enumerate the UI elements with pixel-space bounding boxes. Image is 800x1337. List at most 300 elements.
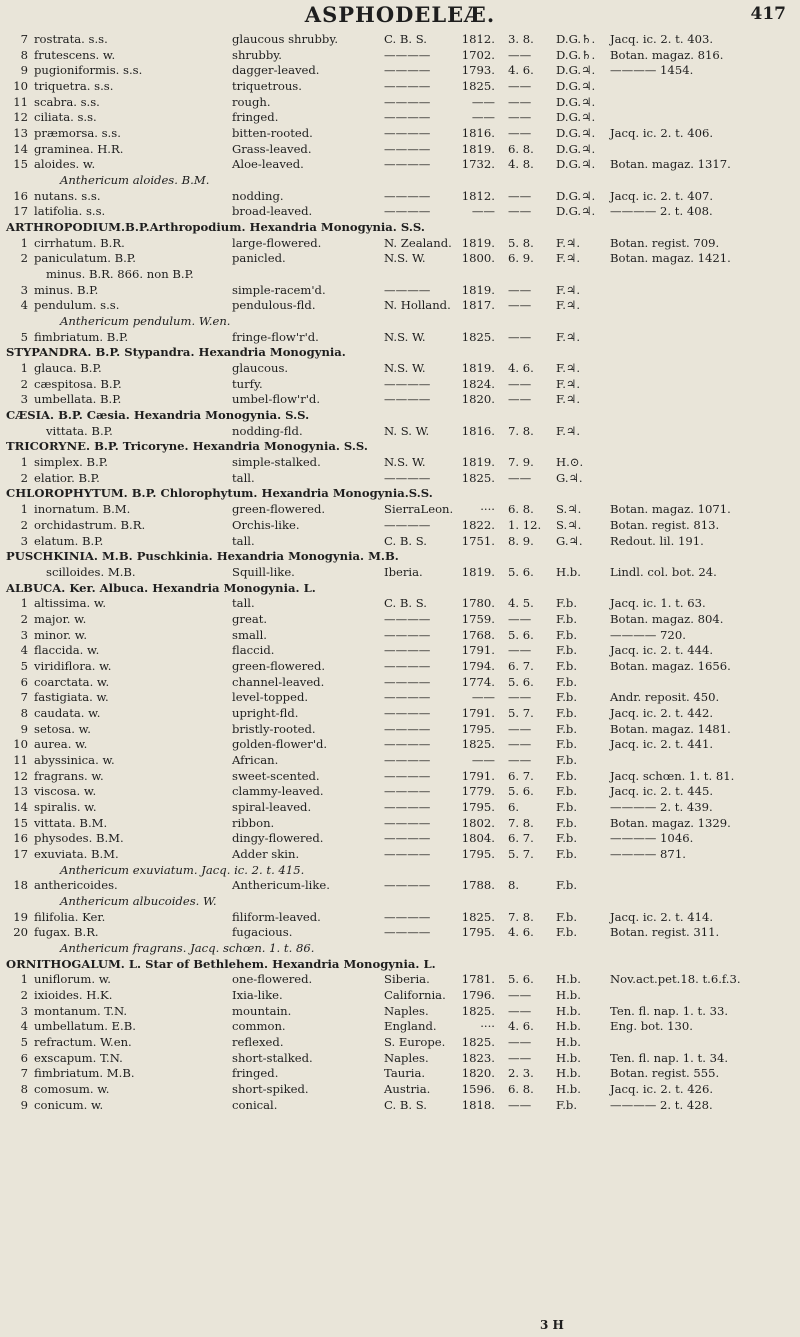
- common-name: Grass-leaved.: [232, 141, 312, 156]
- reference: Botan. magaz. 1481.: [610, 721, 731, 736]
- year-introduced: 1732.: [461, 157, 495, 172]
- common-name: common.: [232, 1019, 286, 1034]
- year-introduced: ——: [471, 752, 495, 767]
- culture-code: F.b.: [556, 831, 578, 846]
- common-name: tall.: [232, 596, 255, 611]
- culture-code: F.b.: [556, 846, 578, 861]
- species-name: montanum. T.N.: [34, 1003, 128, 1018]
- table-row: [0, 283, 800, 299]
- flowering-months: 5. 6.: [508, 674, 534, 689]
- common-name: dingy-flowered.: [232, 831, 324, 846]
- culture-code: D.G.♃.: [556, 188, 596, 203]
- flowering-months: ——: [508, 126, 532, 141]
- native-place: ————: [384, 784, 431, 799]
- native-place: ————: [384, 674, 431, 689]
- genus-heading: [0, 439, 800, 455]
- native-place: ————: [384, 204, 431, 219]
- table-row: [0, 377, 800, 393]
- year-introduced: 1759.: [461, 611, 495, 626]
- species-name: glauca. B.P.: [34, 361, 102, 376]
- native-place: N.S. W.: [384, 455, 426, 470]
- reference: Botan. magaz. 1656.: [610, 658, 731, 673]
- year-introduced: 1812.: [461, 32, 495, 46]
- flowering-months: 2. 3.: [508, 1066, 534, 1081]
- common-name: reflexed.: [232, 1035, 284, 1049]
- culture-code: F.b.: [556, 1097, 578, 1112]
- genus-heading: [0, 408, 800, 424]
- table-row: [0, 769, 800, 785]
- common-name: short-spiked.: [232, 1082, 309, 1097]
- synonym-line: [0, 314, 800, 330]
- genus-heading: [0, 549, 800, 565]
- native-place: Austria.: [384, 1082, 431, 1097]
- species-name: major. w.: [34, 611, 87, 626]
- species-name: frutescens. w.: [34, 47, 116, 62]
- entry-number: 3: [20, 392, 28, 407]
- species-name: abyssinica. w.: [34, 752, 115, 767]
- flowering-months: ——: [508, 47, 532, 62]
- common-name: spiral-leaved.: [232, 799, 312, 814]
- flowering-months: 5. 7.: [508, 705, 534, 720]
- table-row: [0, 126, 800, 142]
- entry-number: 5: [20, 329, 28, 344]
- entry-number: 2: [20, 611, 28, 626]
- species-name: fimbriatum. M.B.: [34, 1066, 135, 1081]
- culture-code: H.b.: [556, 1082, 581, 1097]
- common-name: short-stalked.: [232, 1050, 313, 1065]
- entry-number: 16: [13, 188, 28, 203]
- culture-code: D.G.♃.: [556, 204, 596, 219]
- reference: Botan. magaz. 1421.: [610, 251, 731, 266]
- flowering-months: 6. 7.: [508, 658, 534, 673]
- native-place: C. B. S.: [384, 596, 427, 611]
- table-row: [0, 32, 800, 48]
- entry-number: 4: [20, 298, 28, 313]
- table-row: [0, 690, 800, 706]
- species-name: scilloides. M.B.: [46, 564, 136, 579]
- table-row: [0, 502, 800, 518]
- species-name: minus. B.R. 866. non B.P.: [46, 267, 194, 282]
- table-row: [0, 910, 800, 926]
- native-place: ————: [384, 141, 431, 156]
- table-row: [0, 204, 800, 220]
- entry-number: 1: [20, 972, 28, 987]
- year-introduced: 1812.: [461, 188, 495, 203]
- entry-number: 13: [13, 784, 28, 799]
- flowering-months: 6. 8.: [508, 141, 534, 156]
- culture-code: H.b.: [556, 1019, 581, 1034]
- reference: Jacq. schœn. 1. t. 81.: [610, 768, 735, 783]
- flowering-months: ——: [508, 110, 532, 125]
- table-row: [0, 298, 800, 314]
- reference: ———— 720.: [610, 627, 686, 642]
- flowering-months: ——: [508, 1050, 532, 1065]
- native-place: ————: [384, 470, 431, 485]
- culture-code: F.♃.: [556, 423, 581, 438]
- species-name: STYPANDRA. B.P. Stypandra. Hexandria Monogynia.: [6, 345, 346, 360]
- native-place: ————: [384, 878, 431, 893]
- year-introduced: ——: [471, 204, 495, 219]
- culture-code: F.b.: [556, 611, 578, 626]
- species-name: pendulum. s.s.: [34, 298, 120, 313]
- culture-code: F.b.: [556, 784, 578, 799]
- common-name: bitten-rooted.: [232, 126, 313, 141]
- common-name: channel-leaved.: [232, 674, 325, 689]
- flowering-months: 6.: [508, 799, 520, 814]
- entry-number: 12: [13, 110, 28, 125]
- native-place: ————: [384, 643, 431, 658]
- reference: Jacq. ic. 2. t. 414.: [610, 909, 714, 924]
- synonym-line: [0, 173, 800, 189]
- culture-code: D.G.♄.: [556, 47, 596, 62]
- common-name: shrubby.: [232, 47, 282, 62]
- native-place: N. S. W.: [384, 423, 430, 438]
- species-name: vittata. B.M.: [34, 815, 108, 830]
- common-name: panicled.: [232, 251, 286, 266]
- common-name: ribbon.: [232, 815, 275, 830]
- table-row: [0, 142, 800, 158]
- year-introduced: 1780.: [461, 596, 495, 611]
- native-place: ————: [384, 611, 431, 626]
- native-place: Naples.: [384, 1003, 429, 1018]
- species-name: graminea. H.R.: [34, 141, 124, 156]
- table-row: [0, 784, 800, 800]
- common-name: triquetrous.: [232, 79, 302, 94]
- flowering-months: ——: [508, 1035, 532, 1049]
- common-name: mountain.: [232, 1003, 292, 1018]
- culture-code: F.b.: [556, 705, 578, 720]
- native-place: Iberia.: [384, 564, 423, 579]
- species-name: paniculatum. B.P.: [34, 251, 136, 266]
- native-place: SierraLeon.: [384, 502, 454, 517]
- flowering-months: 4. 6.: [508, 925, 534, 940]
- native-place: ————: [384, 690, 431, 705]
- flowering-months: 4. 8.: [508, 157, 534, 172]
- reference: Jacq. ic. 2. t. 441.: [610, 737, 714, 752]
- native-place: ————: [384, 721, 431, 736]
- entry-number: 5: [20, 1035, 28, 1049]
- species-name: fugax. B.R.: [34, 925, 99, 940]
- year-introduced: 1779.: [461, 784, 495, 799]
- reference: Jacq. ic. 2. t. 445.: [610, 784, 714, 799]
- reference: Andr. reposit. 450.: [610, 690, 720, 705]
- common-name: umbel-flow'r'd.: [232, 392, 321, 407]
- native-place: ————: [384, 925, 431, 940]
- species-name: altissima. w.: [34, 596, 107, 611]
- year-introduced: 1825.: [461, 737, 495, 752]
- native-place: N.S. W.: [384, 329, 426, 344]
- table-row: [0, 95, 800, 111]
- flowering-months: 6. 7.: [508, 831, 534, 846]
- year-introduced: 1793.: [461, 63, 495, 78]
- year-introduced: 1795.: [461, 925, 495, 940]
- common-name: fugacious.: [232, 925, 293, 940]
- synonym-line: [0, 941, 800, 957]
- species-name: ORNITHOGALUM. L. Star of Bethlehem. Hexandria Monogynia. L.: [6, 956, 436, 971]
- culture-code: H.b.: [556, 972, 581, 987]
- native-place: ————: [384, 110, 431, 125]
- common-name: dagger-leaved.: [232, 63, 320, 78]
- species-name: Anthericum pendulum. W.en.: [60, 314, 231, 329]
- table-row: [0, 1082, 800, 1098]
- flowering-months: 5. 6.: [508, 784, 534, 799]
- culture-code: F.♃.: [556, 376, 581, 391]
- year-introduced: 1819.: [461, 141, 495, 156]
- species-name: aurea. w.: [34, 737, 88, 752]
- year-introduced: 1817.: [461, 298, 495, 313]
- native-place: ————: [384, 815, 431, 830]
- synonym-line: [0, 894, 800, 910]
- year-introduced: 1819.: [461, 455, 495, 470]
- flowering-months: ——: [508, 643, 532, 658]
- reference: Botan. magaz. 1329.: [610, 815, 731, 830]
- flowering-months: ——: [508, 987, 532, 1002]
- native-place: ————: [384, 799, 431, 814]
- year-introduced: 1825.: [461, 79, 495, 94]
- reference: ———— 2. t. 428.: [610, 1097, 713, 1112]
- species-name: Anthericum exuviatum. Jacq. ic. 2. t. 415.: [60, 862, 305, 877]
- native-place: ————: [384, 376, 431, 391]
- culture-code: D.G.♃.: [556, 94, 596, 109]
- entry-number: 9: [20, 1097, 28, 1112]
- common-name: simple-stalked.: [232, 455, 321, 470]
- entry-number: 12: [13, 768, 28, 783]
- table-row: [0, 753, 800, 769]
- flowering-months: ——: [508, 690, 532, 705]
- reference: Nov.act.pet.18. t.6.f.3.: [610, 972, 741, 987]
- entry-number: 8: [20, 705, 28, 720]
- table-row: [0, 1098, 800, 1114]
- entry-number: 8: [20, 47, 28, 62]
- genus-heading: [0, 345, 800, 361]
- common-name: fringe-flow'r'd.: [232, 329, 319, 344]
- table-row: [0, 1051, 800, 1067]
- entry-number: 15: [13, 157, 28, 172]
- table-row: [0, 471, 800, 487]
- year-introduced: 1794.: [461, 658, 495, 673]
- culture-code: F.♃.: [556, 282, 581, 297]
- year-introduced: 1788.: [461, 878, 495, 893]
- year-introduced: 1819.: [461, 235, 495, 250]
- species-name: inornatum. B.M.: [34, 502, 131, 517]
- table-row: [0, 330, 800, 346]
- native-place: ————: [384, 737, 431, 752]
- entry-number: 4: [20, 1019, 28, 1034]
- species-name: nutans. s.s.: [34, 188, 101, 203]
- synonym-line: [0, 863, 800, 879]
- year-introduced: 1702.: [461, 47, 495, 62]
- reference: Botan. regist. 709.: [610, 235, 720, 250]
- culture-code: F.♃.: [556, 235, 581, 250]
- species-name: umbellatum. E.B.: [34, 1019, 136, 1034]
- native-place: N. Holland.: [384, 298, 451, 313]
- flowering-months: 7. 8.: [508, 909, 534, 924]
- common-name: clammy-leaved.: [232, 784, 324, 799]
- entry-number: 14: [13, 799, 28, 814]
- entry-number: 19: [13, 909, 28, 924]
- native-place: ————: [384, 831, 431, 846]
- native-place: ————: [384, 126, 431, 141]
- flowering-months: 5. 8.: [508, 235, 534, 250]
- table-row: [0, 925, 800, 941]
- reference: Jacq. ic. 2. t. 442.: [610, 705, 714, 720]
- common-name: sweet-scented.: [232, 768, 320, 783]
- species-name: minus. B.P.: [34, 282, 99, 297]
- native-place: N.S. W.: [384, 361, 426, 376]
- year-introduced: 1774.: [461, 674, 495, 689]
- flowering-months: 7. 9.: [508, 455, 534, 470]
- signature-mark: 3 H: [540, 1318, 564, 1332]
- flowering-months: ——: [508, 282, 532, 297]
- table-row: [0, 1035, 800, 1051]
- species-name: elatum. B.P.: [34, 533, 104, 548]
- entry-number: 15: [13, 815, 28, 830]
- year-introduced: 1791.: [461, 705, 495, 720]
- common-name: upright-fld.: [232, 705, 299, 720]
- common-name: bristly-rooted.: [232, 721, 316, 736]
- table-row: [0, 1019, 800, 1035]
- reference: Botan. magaz. 816.: [610, 47, 724, 62]
- culture-code: D.G.♃.: [556, 126, 596, 141]
- table-row: [0, 534, 800, 550]
- native-place: ————: [384, 157, 431, 172]
- flowering-months: 6. 9.: [508, 251, 534, 266]
- native-place: ————: [384, 705, 431, 720]
- year-introduced: ····: [480, 1019, 495, 1034]
- flowering-months: ——: [508, 79, 532, 94]
- entry-number: 5: [20, 658, 28, 673]
- flowering-months: 4. 6.: [508, 1019, 534, 1034]
- species-name: aloides. w.: [34, 157, 96, 172]
- species-name: orchidastrum. B.R.: [34, 517, 146, 532]
- species-name: vittata. B.P.: [46, 423, 113, 438]
- culture-code: F.b.: [556, 768, 578, 783]
- native-place: S. Europe.: [384, 1035, 446, 1049]
- common-name: glaucous.: [232, 361, 289, 376]
- reference: Botan. magaz. 804.: [610, 611, 724, 626]
- species-name: CHLOROPHYTUM. B.P. Chlorophytum. Hexandria Monogynia.S.S.: [6, 486, 433, 501]
- culture-code: F.b.: [556, 878, 578, 893]
- entry-number: 1: [20, 235, 28, 250]
- common-name: turfy.: [232, 376, 263, 391]
- common-name: filiform-leaved.: [232, 909, 321, 924]
- table-row: [0, 518, 800, 534]
- native-place: ————: [384, 752, 431, 767]
- common-name: small.: [232, 627, 267, 642]
- species-name: scabra. s.s.: [34, 94, 100, 109]
- species-name: flaccida. w.: [34, 643, 100, 658]
- reference: Jacq. ic. 2. t. 403.: [610, 32, 714, 46]
- culture-code: H.b.: [556, 1050, 581, 1065]
- species-name: spiralis. w.: [34, 799, 97, 814]
- species-name: refractum. W.en.: [34, 1035, 132, 1049]
- native-place: N. Zealand.: [384, 235, 452, 250]
- year-introduced: ——: [471, 690, 495, 705]
- reference: Jacq. ic. 2. t. 444.: [610, 643, 714, 658]
- culture-code: F.b.: [556, 627, 578, 642]
- native-place: Naples.: [384, 1050, 429, 1065]
- culture-code: F.b.: [556, 721, 578, 736]
- flowering-months: ——: [508, 721, 532, 736]
- flowering-months: 4. 5.: [508, 596, 534, 611]
- culture-code: S.♃.: [556, 517, 582, 532]
- entry-number: 16: [13, 831, 28, 846]
- entry-number: 13: [13, 126, 28, 141]
- year-introduced: ——: [471, 110, 495, 125]
- year-introduced: 1825.: [461, 909, 495, 924]
- table-row: [0, 48, 800, 64]
- reference: Botan. regist. 813.: [610, 517, 720, 532]
- culture-code: H.b.: [556, 1035, 581, 1049]
- culture-code: H.b.: [556, 564, 581, 579]
- species-name: fastigiata. w.: [34, 690, 109, 705]
- table-row: [0, 110, 800, 126]
- culture-code: F.b.: [556, 690, 578, 705]
- native-place: ————: [384, 79, 431, 94]
- species-name: viscosa. w.: [34, 784, 97, 799]
- table-row: [0, 737, 800, 753]
- year-introduced: 1596.: [461, 1082, 495, 1097]
- common-name: Adder skin.: [232, 846, 300, 861]
- table-row: [0, 455, 800, 471]
- flowering-months: ——: [508, 94, 532, 109]
- year-introduced: 1816.: [461, 126, 495, 141]
- native-place: ————: [384, 188, 431, 203]
- culture-code: F.b.: [556, 799, 578, 814]
- flowering-months: ——: [508, 376, 532, 391]
- native-place: ————: [384, 63, 431, 78]
- flowering-months: 5. 6.: [508, 972, 534, 987]
- flowering-months: ——: [508, 204, 532, 219]
- flowering-months: ——: [508, 1003, 532, 1018]
- common-name: golden-flower'd.: [232, 737, 328, 752]
- entry-number: 17: [13, 846, 28, 861]
- table-row: [0, 63, 800, 79]
- entry-number: 11: [13, 752, 28, 767]
- year-introduced: 1791.: [461, 643, 495, 658]
- species-name: Anthericum aloides. B.M.: [60, 173, 210, 188]
- year-introduced: 1795.: [461, 799, 495, 814]
- common-name: pendulous-fld.: [232, 298, 316, 313]
- common-name: Orchis-like.: [232, 517, 300, 532]
- flowering-months: ——: [508, 188, 532, 203]
- native-place: England.: [384, 1019, 437, 1034]
- species-table: [0, 32, 800, 1113]
- reference: Ten. fl. nap. 1. t. 33.: [610, 1003, 729, 1018]
- culture-code: D.G.♃.: [556, 79, 596, 94]
- year-introduced: 1819.: [461, 361, 495, 376]
- reference: ———— 2. t. 439.: [610, 799, 713, 814]
- entry-number: 7: [20, 1066, 28, 1081]
- species-name: umbellata. B.P.: [34, 392, 122, 407]
- common-name: Ixia-like.: [232, 987, 283, 1002]
- entry-number: 1: [20, 596, 28, 611]
- flowering-months: 7. 8.: [508, 815, 534, 830]
- common-name: Aloe-leaved.: [232, 157, 304, 172]
- table-row: [0, 722, 800, 738]
- species-name: physodes. B.M.: [34, 831, 124, 846]
- year-introduced: 1796.: [461, 987, 495, 1002]
- reference: Ten. fl. nap. 1. t. 34.: [610, 1050, 729, 1065]
- species-name: cirrhatum. B.R.: [34, 235, 125, 250]
- year-introduced: 1804.: [461, 831, 495, 846]
- table-row: [0, 361, 800, 377]
- year-introduced: 1825.: [461, 1035, 495, 1049]
- species-name: triquetra. s.s.: [34, 79, 114, 94]
- culture-code: G.♃.: [556, 470, 583, 485]
- flowering-months: ——: [508, 737, 532, 752]
- native-place: Tauria.: [384, 1066, 426, 1081]
